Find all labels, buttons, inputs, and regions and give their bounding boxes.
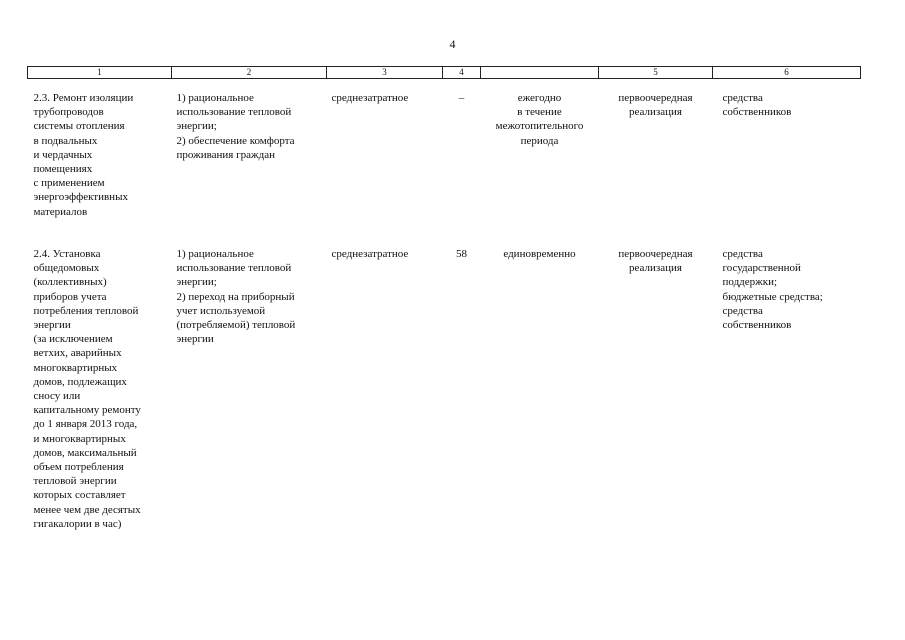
column-header: 5 — [599, 67, 713, 79]
cost-cell: среднезатратное — [331, 248, 409, 260]
quantity-cell: – — [458, 92, 465, 104]
priority-cell: первоочередная реализация — [618, 248, 693, 275]
priority-cell: первоочередная реализация — [618, 92, 693, 119]
cost-cell: среднезатратное — [331, 92, 409, 104]
table-row — [28, 235, 861, 531]
period-cell: ежегодно в течение межотопительного периода — [495, 92, 584, 147]
column-header: 3 — [327, 67, 443, 79]
column-header: 1 — [28, 67, 172, 79]
column-header: 6 — [713, 67, 861, 79]
column-header — [481, 67, 599, 79]
funding-source-cell: средства собственников — [722, 92, 792, 119]
measure-cell: 2.4. Установка общедомовых (коллективных) приборов учета потребления тепловой энергии (за исключением ветхих, аварийных многоквартирных домов, подлежащих сносу или капитальному ремонту до 1 января 2013 года, и многоквартирных домов, максимальный объем потребления тепловой энергии которых составляет менее чем две десятых гигакалории в час) — [33, 248, 141, 530]
goal-cell: 1) рациональное использование тепловой энергии; 2) переход на приборный учет используемой (потребляемой) тепловой энергии — [176, 248, 296, 346]
funding-source-cell: средства государственной поддержки; бюджетные средства; средства собственников — [722, 248, 823, 332]
goal-cell: 1) рациональное использование тепловой энергии; 2) обеспечение комфорта проживания граждан — [176, 92, 295, 161]
column-header: 2 — [172, 67, 327, 79]
column-number-row — [28, 67, 861, 79]
column-header: 4 — [443, 67, 481, 79]
quantity-cell: 58 — [456, 248, 467, 260]
page-number: 4 — [449, 37, 456, 51]
period-cell: единовременно — [503, 248, 576, 260]
table-row — [28, 79, 861, 236]
measure-cell: 2.3. Ремонт изоляции трубопроводов системы отопления в подвальных и чердачных помещениях с применением энергоэффективных материалов — [33, 92, 134, 218]
measures-table — [27, 66, 861, 531]
